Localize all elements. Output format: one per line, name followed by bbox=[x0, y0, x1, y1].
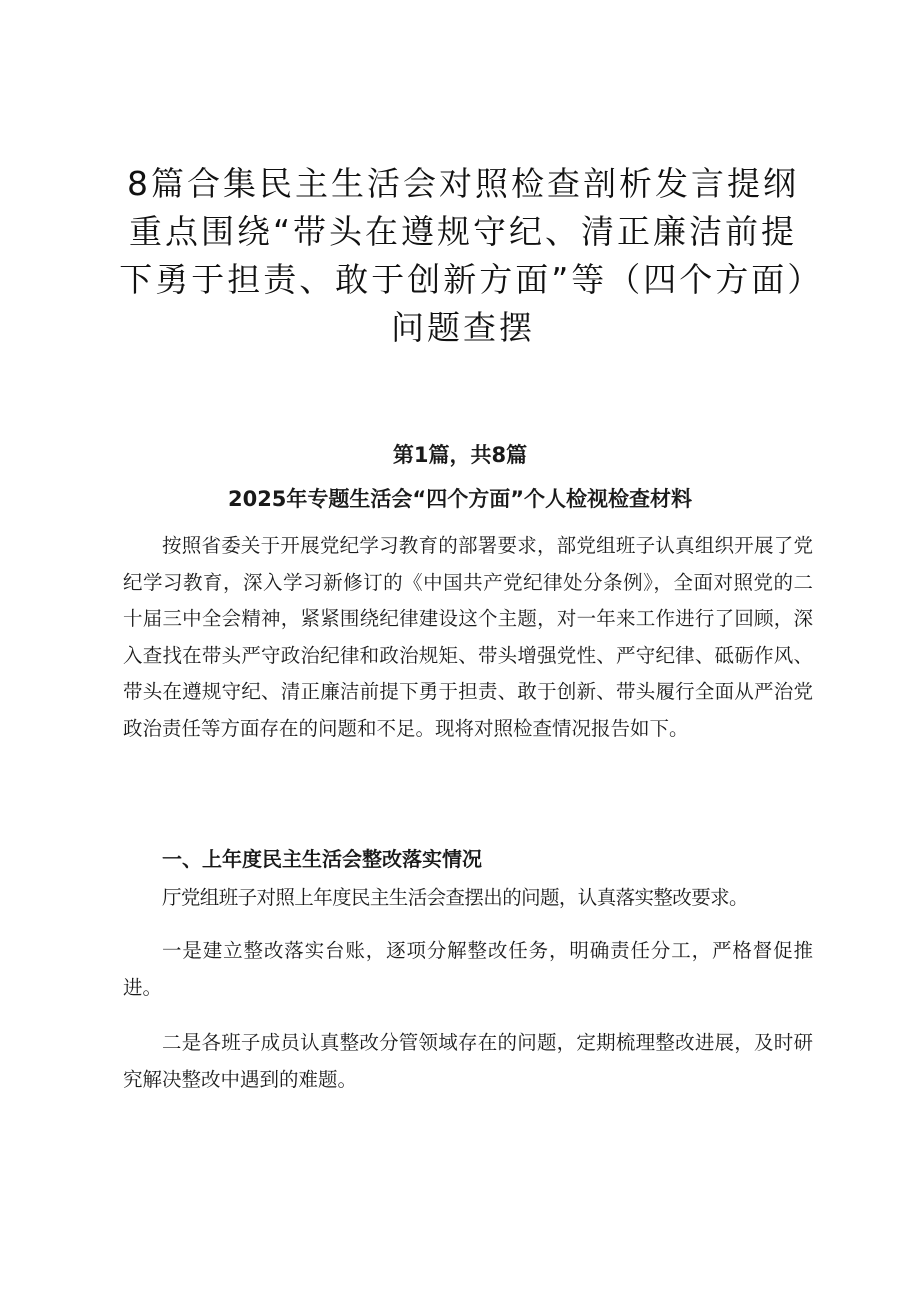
body-paragraph: 二是各班子成员认真整改分管领域存在的问题，定期梳理整改进展，及时研究解决整改中遇到的难题。 bbox=[123, 1031, 813, 1091]
body-paragraph: 一是建立整改落实台账，逐项分解整改任务，明确责任分工，严格督促推进。 bbox=[123, 939, 813, 999]
material-subtitle: 2025年专题生活会“四个方面”个人检视检查材料 bbox=[227, 487, 693, 511]
intro-paragraph: 按照省委关于开展党纪学习教育的部署要求，部党组班子认真组织开展了党纪学习教育，深入学习新修订的《中国共产党纪律处分条例》，全面对照党的二十届三中全会精神，紧紧围绕纪律建设这个主题，对一年来工作进行了回顾，深入查找在带头严守政治纪律和政治规矩、带头增强党性、严守纪律、砥砺作风、带头在遵规守纪、清正廉洁前提下勇于担责、敢于创新、带头履行全面从严治党政治责任等方面存在的问题和不足。现将对照检查情况报告如下。 bbox=[123, 534, 813, 740]
document-title: 8篇合集民主生活会对照检查剖析发言提纲重点围绕“带头在遵规守纪、清正廉洁前提下勇于担责、敢于创新方面”等（四个方面）问题查摆 bbox=[119, 164, 807, 347]
part-label: 第1篇，共8篇 bbox=[392, 443, 528, 467]
section-heading: 一、上年度民主生活会整改落实情况 bbox=[162, 847, 482, 871]
body-paragraph: 厅党组班子对照上年度民主生活会查摆出的问题，认真落实整改要求。 bbox=[162, 886, 748, 909]
